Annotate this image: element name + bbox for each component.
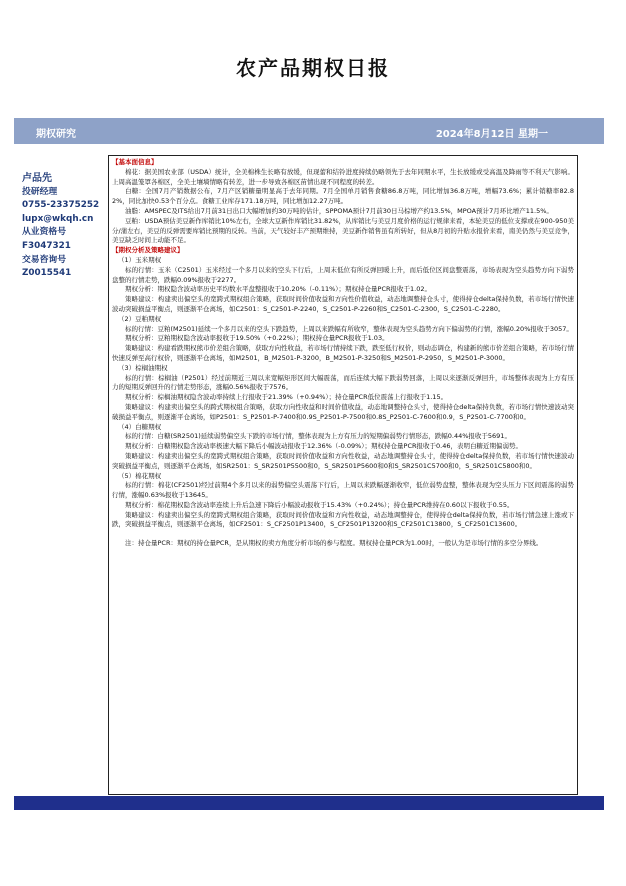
- corn-option-analysis: 期权分析：期权隐含波动率历史平均数水平盘整报收于10.20%（-0.11%）；期权持仓量PCR报收于1.02。: [125, 285, 431, 294]
- pcr-note: 注：持仓量PCR：期权的持仓量PCR，是从期权的卖方角度分析市场的参与程度。期权持仓量PCR为1.00时，一般认为是市场行情的多空分界线。: [125, 539, 543, 548]
- analyst-name: 卢品先: [22, 173, 52, 184]
- license-label: 从业资格号: [22, 227, 66, 238]
- report-date: 2024年8月12日 星期一: [435, 129, 548, 140]
- corn-section-title: （1）玉米期权: [118, 255, 162, 264]
- oils-fundamentals: 油脂：AMSPEC及ITS给出7月前31日出口大幅增加约30万吨的估计，SPPOMA预计7月前30日马棕增产约13.5%，MPOA预计7月环比增产11.5%。: [125, 206, 553, 215]
- report-content-box: [108, 155, 578, 795]
- soymeal-strategy: 策略建议：构建看跌期权熊市价差组合策略，获取方向性收益，若市场行情持续下跌，跌至低行权价，则动态调仓，构建新的熊市价差组合策略，若市场行情快速反弹至高行权价，则逐渐平仓离场，如M2501，B_M2501-P-3200，B_M2501-P-3250和S_M2501-P-2950，S_M2501-P-3000。: [112, 344, 574, 362]
- sugar-fundamentals: 白糖：全国7月产销数据公布，7月产区销糖量明显高于去年同期。7月全国单月销售食糖86.8万吨，同比增加36.8万吨，增幅73.6%；累计销糖率82.82%，同比加快0.53个百分点。食糖工业库存171.18万吨，同比增加12.27万吨。: [112, 187, 574, 206]
- footer-bar: [14, 796, 604, 810]
- advisor-label: 交易咨询号: [22, 254, 66, 265]
- cotton-option-section-title: （5）棉花期权: [118, 471, 162, 480]
- cotton-underlying-trend: 标的行情：棉花(CF2501)经过前期4个多月以来的弱势偏空头震荡下行后，上周以来跌幅逐渐收窄，低位弱势盘整，整体表现为空头压力下区间震荡的弱势行情，涨幅0.63%报收于13645。: [112, 481, 574, 500]
- soymeal-underlying-trend: 标的行情：豆粕(M2501)延续一个多月以来的空头下跌趋势，上周以来跌幅有所收窄，整体表现为空头趋势方向下偏弱势的行情，涨幅0.20%报收于3057。: [125, 324, 573, 333]
- palm-underlying-trend: 标的行情：棕榈油（P2501）经过前期近三周以来宽幅矩形区间大幅震荡，而后连续大幅下跌弱势回落，上周以来逐渐反弹回升，市场整体表现为上方有压力的短期反弹回升的行情走势形态，涨幅0.56%报收于7576。: [112, 373, 574, 392]
- sugar-underlying-trend: 标的行情：白糖(SR2501)延续弱势偏空头下跌的市场行情，整体表现为上方有压力的短期偏弱势行情形态，跌幅0.44%报收于5691。: [125, 432, 511, 441]
- advisor-number: Z0015541: [22, 268, 72, 279]
- analyst-info: [22, 172, 104, 281]
- report-title: 农产品期权日报: [236, 56, 390, 80]
- sugar-strategy: 策略建议：构建卖出偏空头的宽跨式期权组合策略，获取时间价值收益和方向性收益，动态地调整持仓头寸，使得持仓delta保持负数，若市场行情快速波动突破损益平衡点，则逐渐平仓离场，如SR2501：S_SR2501P5500和0，S_SR2501P5600和0和S_SR2501C5700和0，S_SR2501C5800和0。: [112, 451, 574, 470]
- cotton-option-analysis: 期权分析：棉花期权隐含波动率连续上升后急速下降后小幅波动报收于15.43%（+0.24%）；持仓量PCR维持在0.60以下报收于0.55。: [125, 500, 514, 509]
- sugar-option-analysis: 期权分析：白糖期权隐含波动率极速大幅下降后小幅波动报收于12.36%（-0.09%）；期权持仓量PCR报收于0.46，表明白糖近期偏弱势。: [125, 442, 522, 451]
- strategy-heading: 【期权分析及策略建议】: [112, 246, 184, 255]
- fundamentals-heading: 【基本面信息】: [112, 158, 158, 166]
- analyst-phone: 0755-23375252: [22, 200, 100, 211]
- soymeal-option-analysis: 期权分析：豆粕期权隐含波动率报收于19.50%（+0.22%）；期权持仓量PCR报收于1.03。: [125, 334, 389, 343]
- soymeal-fundamentals: 豆粕：USDA预估美豆新作库销比10%左右，全球大豆新作库销比31.82%，从库销比与美豆月度价格的运行规律来看，本轮美豆的低位支撑或在900-950美分/蒲左右，美豆的反弹需要库销比预期的反转。当前，天气较好丰产预期维持，美豆新作销售虽有所转好，但从8月初的升贴水报价来看，南美仍然与美豆竞争，美豆缺乏时间上动能不足。: [112, 216, 574, 245]
- soymeal-section-title: （2）豆粕期权: [118, 314, 162, 323]
- palm-strategy: 策略建议：构建卖出偏空头的跨式期权组合策略，获取方向性收益和时间价值收益，动态地调整持仓头寸，使得持仓delta保持负数，若市场行情快速波动突破损益平衡点，则逐渐平仓离场，如P2501：S_P2501-P-7400和0.9S_P2501-P-7500和0.8S_P2501-C-7600和0.9，S_P2501-C-7700和0。: [112, 402, 574, 421]
- license-number: F3047321: [22, 240, 71, 251]
- palm-option-analysis: 期权分析：棕榈油期权隐含波动率持续上行报收于21.39%（+0.94%）；持仓量PCR低位震荡上行报收于1.15。: [125, 393, 448, 402]
- cotton-fundamentals: 棉花：据美国农业部（USDA）统计，全美棉株生长略有放缓，但现蕾和结铃进度持续仍略领先于去年同期水平，生长放缓或受高温及降雨等不利天气影响。上周高温笼罩各棉区，全美土壤墒情略有转差，进一步导致各棉区苗情出现不同程度的转差。: [112, 167, 574, 186]
- corn-strategy: 策略建议：构建卖出偏空头的宽跨式期权组合策略，获取时间价值收益和方向性价值收益，动态地调整持仓头寸，使得持仓delta保持负数，若市场行情快速波动突破损益平衡点，则逐渐平仓离场，如C2501：S_C2501-P-2240，S_C2501-P-2260和S_C2501-C-2300，S_C2501-C-2280。: [112, 295, 574, 313]
- cotton-strategy: 策略建议：构建卖出偏空头的宽跨式期权组合策略，获取时间价值收益和方向性收益，动态地调整持仓，使得持仓delta保持负数，若市场行情急速上涨或下跌，突破损益平衡点，则逐渐平仓离场，如CF2501：S_CF2501P13400，S_CF2501P13200和S_CF2501C13800，S_CF2501C13600。: [112, 510, 574, 529]
- section-label: 期权研究: [36, 129, 76, 140]
- corn-underlying-trend: 标的行情：玉米（C2501）玉米经过一个多月以来的空头下行后，上周末低位有所反弹回暖上升，而后低位区间盘整震荡，市场表现为空头趋势方向下弱势盘整的行情走势，跌幅0.09%报收于2277。: [112, 265, 574, 284]
- section-banner: [14, 118, 604, 144]
- palm-section-title: （3）棕榈油期权: [118, 363, 168, 372]
- sugar-option-section-title: （4）白糖期权: [118, 422, 162, 431]
- analyst-role: 投研经理: [22, 186, 58, 197]
- analyst-email: lupx@wkqh.cn: [22, 213, 94, 224]
